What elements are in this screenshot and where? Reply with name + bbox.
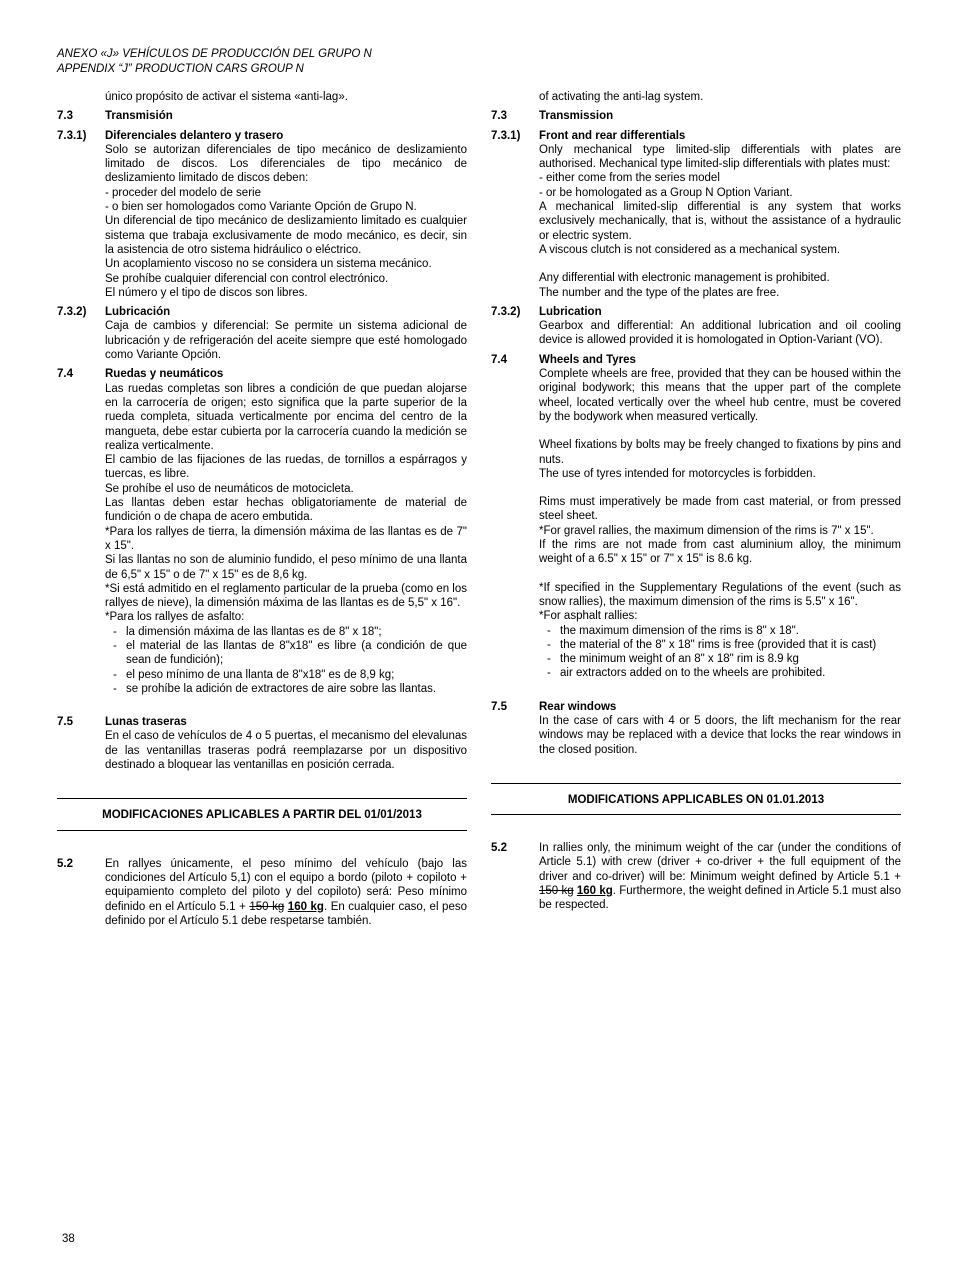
paragraph: *Para los rallyes de tierra, la dimensión máxima de las llantas es de 7" x 15".: [105, 525, 467, 552]
column-spanish: [57, 90, 467, 928]
dash-marker: -: [113, 682, 117, 695]
intro-paragraph-spanish: único propósito de activar el sistema «anti-lag».: [105, 91, 348, 103]
text-boldu: 160 kg: [576, 885, 613, 898]
section-7-3-1: [57, 129, 467, 301]
section-number: 7.3.1): [57, 129, 87, 142]
paragraph: Solo se autorizan diferenciales de tipo mecánico de deslizamiento limitado de discos. Los diferenciales de tipo mecánico de deslizamiento limitado de discos deben:: [105, 143, 467, 185]
section-number: 5.2: [491, 842, 507, 855]
section-number: 7.3.2): [57, 306, 87, 319]
section-number: 5.2: [57, 857, 73, 870]
paragraph: *For gravel rallies, the maximum dimension of the rims is 7" x 15".: [539, 524, 874, 537]
text-run: In rallies only, the minimum weight of the car (under the conditions of Article 5.1) with crew (driver + co-driver + the full equipment of the driver and co-driver) will be: Minimum weight defined by Article 5.1 +: [539, 842, 901, 883]
paragraph: A mechanical limited-slip differential is any system that works exclusively mechanically, that is, without the assistance of a hydraulic or electric system.: [539, 201, 901, 242]
paragraph: Rims must imperatively be made from cast material, or from pressed steel sheet.: [539, 496, 901, 523]
list-item-text: the minimum weight of an 8" x 18" rim is 8.9 kg: [560, 653, 799, 666]
section-7-5: [57, 715, 467, 772]
list-item: [105, 668, 467, 682]
section-body: [539, 305, 901, 348]
section-7-5: [491, 700, 901, 757]
paragraph: Any differential with electronic management is prohibited.: [539, 272, 830, 285]
list-item-text: se prohíbe la adición de extractores de aire sobre las llantas.: [126, 682, 437, 695]
paragraph: Wheel fixations by bolts may be freely changed to fixations by pins and nuts.: [539, 439, 901, 466]
section-number: 7.5: [491, 700, 507, 713]
section-number: 7.5: [57, 716, 73, 729]
paragraph: El número y el tipo de discos son libres.: [105, 286, 308, 299]
section-title: Front and rear differentials: [539, 129, 686, 142]
paragraph: Gearbox and differential: An additional lubrication and oil cooling device is allowed provided it is homologated in Option-Variant (VO).: [539, 320, 901, 347]
column-english: [491, 90, 901, 928]
list-item: [539, 624, 901, 638]
page-header: [57, 47, 372, 76]
section-body: [105, 367, 467, 710]
text-run: . En cualquier caso, el peso definido por el Artículo 5.1 debe respetarse también.: [105, 900, 467, 927]
dash-marker: -: [113, 639, 117, 652]
list-item: [539, 652, 901, 666]
section-7-3-1: [491, 129, 901, 300]
section-title: Lubrication: [539, 305, 602, 318]
list-item: [105, 682, 467, 696]
text-strike: 150 kg: [249, 900, 285, 913]
section-number: 7.3: [57, 110, 73, 123]
section-title: Diferenciales delantero y trasero: [105, 129, 284, 142]
page-number: 38: [62, 1233, 75, 1245]
list-item: [539, 666, 901, 680]
modifications-section-spanish: [57, 857, 467, 928]
paragraph: Las ruedas completas son libres a condición de que puedan alojarse en la carrocería de origen; esto significa que la parte superior de la rueda completa, situada verticalmente por encima del centro de la mangueta, debe estar cubierta por la carrocería cuando la medición se realiza verticalmente.: [105, 382, 467, 452]
paragraph: *If specified in the Supplementary Regulations of the event (such as snow rallies), the maximum dimension of the rims is 5.5" x 16".: [539, 581, 901, 608]
paragraph: *For asphalt rallies:: [539, 610, 638, 623]
dash-marker: -: [547, 624, 551, 637]
paragraph: Un acoplamiento viscoso no se considera un sistema mecánico.: [105, 258, 432, 271]
paragraph: Se prohíbe cualquier diferencial con control electrónico.: [105, 272, 389, 285]
list-item-text: el material de las llantas de 8"x18" es libre (a condición de que sean de fundición);: [126, 639, 467, 667]
section-body: [539, 129, 901, 300]
sections-english: [491, 109, 901, 757]
header-line-spanish: ANEXO «J» VEHÍCULOS DE PRODUCCIÓN DEL GRUPO N: [57, 48, 372, 60]
paragraph: Caja de cambios y diferencial: Se permite un sistema adicional de lubricación y de refrigeración del aceite siempre que esté homologado como Variante Opción.: [105, 320, 467, 362]
dash-marker: -: [547, 667, 551, 680]
section-body: [539, 109, 901, 123]
section-body: [105, 109, 467, 123]
section-7-4: [491, 353, 901, 695]
section-title: Ruedas y neumáticos: [105, 368, 224, 381]
spacer: [105, 696, 467, 710]
paragraph: *Si está admitido en el reglamento particular de la prueba (como en los rallyes de nieve), la dimensión máxima de las llantas es de 5,5" x 16".: [105, 582, 467, 610]
section-7-4: [57, 367, 467, 710]
paragraph: Complete wheels are free, provided that they can be housed within the original bodywork; this means that the upper part of the complete wheel, located vertically over the wheel hub centre, must be covered by the bodywork when measured vertically.: [539, 368, 901, 423]
section-7-3-2: [57, 305, 467, 362]
list-item-text: the maximum dimension of the rims is 8" x 18".: [560, 624, 799, 637]
section-body: [105, 857, 467, 928]
intro-paragraph-english: of activating the anti-lag system.: [539, 91, 704, 103]
section-number: 7.4: [57, 368, 73, 381]
paragraph: [105, 857, 467, 928]
section-title: Transmisión: [105, 110, 173, 123]
paragraph: En el caso de vehículos de 4 o 5 puertas, el mecanismo del elevalunas de las ventanillas traseras podrá reemplazarse por un dispositivo destinado a bloquear las ventanillas en posición cerrada.: [105, 730, 467, 772]
section-7-3-2: [491, 305, 901, 348]
paragraph: El cambio de las fijaciones de las ruedas, de tornillos a espárragos y tuercas, es libre.: [105, 454, 467, 481]
paragraph: - proceder del modelo de serie: [105, 186, 261, 199]
spacer: [539, 257, 901, 271]
paragraph: A viscous clutch is not considered as a mechanical system.: [539, 243, 841, 256]
paragraph: - or be homologated as a Group N Option Variant.: [539, 186, 793, 199]
spacer: [539, 481, 901, 495]
text-strike: 150 kg: [539, 885, 574, 898]
section-title: Lubricación: [105, 306, 171, 319]
section-title: Wheels and Tyres: [539, 353, 636, 366]
section-title: Rear windows: [539, 700, 617, 713]
text-boldu: 160 kg: [287, 900, 324, 913]
dash-marker: -: [547, 653, 551, 666]
section-5-2: [491, 841, 901, 912]
paragraph: - o bien ser homologados como Variante Opción de Grupo N.: [105, 201, 417, 214]
section-number: 7.3.2): [491, 305, 521, 318]
list-item-text: la dimensión máxima de las llantas es de 8" x 18";: [126, 625, 382, 638]
paragraph: [539, 841, 901, 912]
section-body: [105, 715, 467, 772]
modifications-banner-spanish: MODIFICACIONES APLICABLES A PARTIR DEL 01/01/2013: [57, 798, 467, 830]
text-run: En rallyes únicamente, el peso mínimo del vehículo (bajo las condiciones del Artículo 5,1) con el equipo a bordo (piloto + copiloto + equipamiento completo del piloto y del copiloto) será: Peso mínimo definido en el Artículo 5.1 +: [105, 857, 467, 913]
paragraph: Only mechanical type limited-slip differentials with plates are authorised. Mechanical type limited-slip differentials with plates must:: [539, 143, 901, 171]
section-title: Transmission: [539, 110, 614, 123]
modifications-section-english: [491, 841, 901, 912]
paragraph: Un diferencial de tipo mecánico de deslizamiento limitado es cualquier sistema que trabaja exclusivamente de modo mecánico, es decir, sin la asistencia de otro sistema hidráulico o eléctrico.: [105, 215, 467, 256]
spacer: [539, 567, 901, 581]
list-item: [105, 639, 467, 668]
paragraph: Se prohíbe el uso de neumáticos de motocicleta.: [105, 482, 354, 495]
dash-marker: -: [547, 638, 551, 651]
section-number: 7.4: [491, 353, 507, 366]
paragraph: Si las llantas no son de aluminio fundido, el peso mínimo de una llanta de 6,5" x 15" o de 7" x 15" es de 8,6 kg.: [105, 554, 467, 581]
section-body: [539, 353, 901, 695]
dash-marker: -: [113, 668, 117, 681]
spacer: [539, 424, 901, 438]
section-body: [539, 700, 901, 757]
text-run: . Furthermore, the weight defined in Article 5.1 must also be respected.: [539, 885, 901, 912]
dash-marker: -: [113, 625, 117, 638]
list-item-text: el peso mínimo de una llanta de 8"x18" es de 8,9 kg;: [126, 668, 395, 681]
header-line-english: APPENDIX “J” PRODUCTION CARS GROUP N: [57, 62, 304, 75]
section-number: 7.3.1): [491, 129, 521, 142]
list-item: [105, 625, 467, 639]
paragraph: The use of tyres intended for motorcycles is forbidden.: [539, 467, 816, 480]
paragraph: If the rims are not made from cast aluminium alloy, the minimum weight of a 6.5" x 15" or 7" x 15" is 8.6 kg.: [539, 539, 901, 566]
modifications-banner-english: MODIFICATIONS APPLICABLES ON 01.01.2013: [491, 783, 901, 815]
section-body: [105, 305, 467, 362]
paragraph: - either come from the series model: [539, 172, 720, 185]
two-column-body: [57, 90, 901, 928]
section-5-2: [57, 857, 467, 928]
paragraph: The number and the type of the plates are free.: [539, 286, 780, 299]
section-7-3: [57, 109, 467, 123]
sections-spanish: [57, 109, 467, 772]
section-number: 7.3: [491, 110, 507, 123]
section-7-3: [491, 109, 901, 123]
paragraph: In the case of cars with 4 or 5 doors, the lift mechanism for the rear windows may be replaced with a device that locks the rear windows in the closed position.: [539, 714, 901, 756]
paragraph: Las llantas deben estar hechas obligatoriamente de material de fundición o de chapa de acero embutida.: [105, 497, 467, 524]
list-item-text: air extractors added on to the wheels are prohibited.: [560, 667, 826, 680]
list-item: [539, 638, 901, 652]
section-title: Lunas traseras: [105, 716, 187, 729]
section-body: [539, 841, 901, 912]
spacer: [539, 681, 901, 695]
list-item-text: the material of the 8" x 18" rims is free (provided that it is cast): [560, 638, 877, 651]
paragraph: *Para los rallyes de asfalto:: [105, 611, 245, 624]
section-body: [105, 129, 467, 301]
